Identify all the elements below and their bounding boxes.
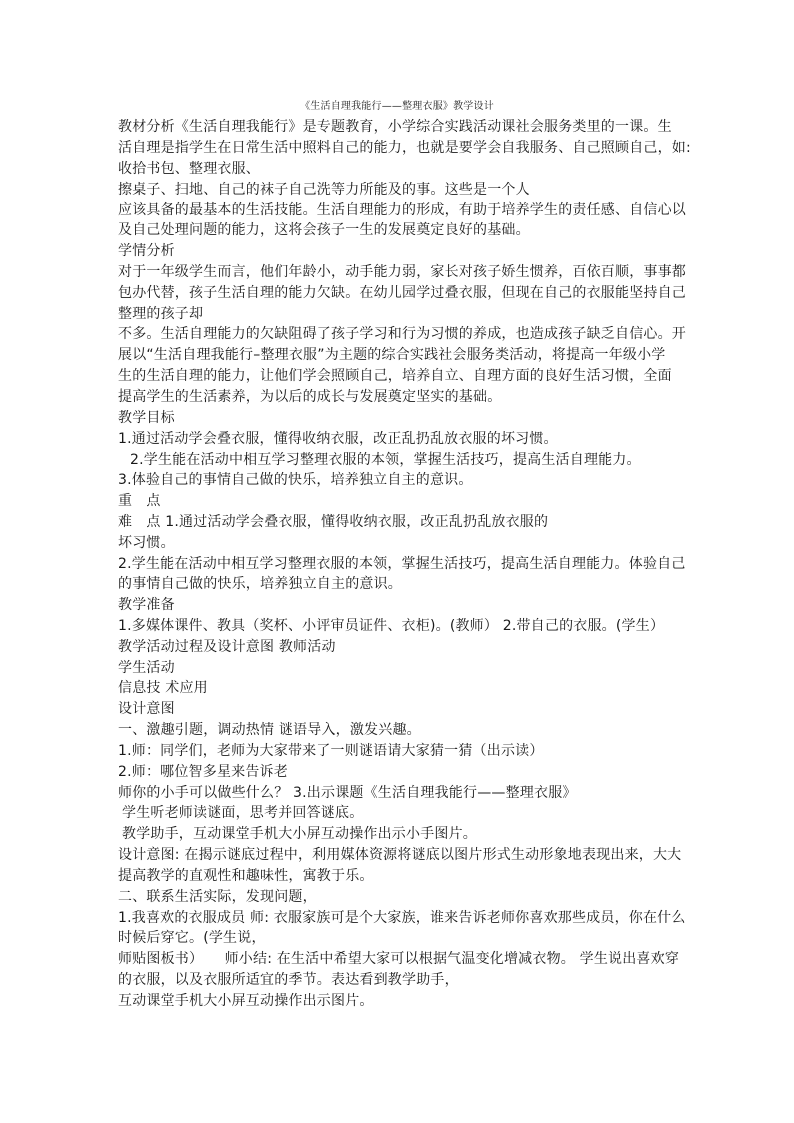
text-line: 2.学生能在活动中相互学习整理衣服的本领，掌握生活技巧，提高生活自理能力。体验自己 (118, 556, 686, 572)
text-line: 擦桌子、扫地、自己的袜子自己洗等力所能及的事。这些是一个人 (118, 182, 530, 198)
text-line: 对于一年级学生而言，他们年龄小，动手能力弱，家长对孩子娇生惯养，百依百顺，事事都 (118, 264, 686, 280)
text-line: 教学活动过程及设计意图 教师活动 (118, 639, 336, 655)
text-line: 设计意图 (118, 701, 175, 717)
section-heading: 教学准备 (118, 597, 175, 613)
text-line: 展以“生活自理我能行–整理衣服”为主题的综合实践社会服务类活动，将提高一年级小学 (118, 347, 666, 363)
section-heading: 学情分析 (118, 243, 175, 259)
section-heading: 重 点 (118, 493, 161, 509)
text-line: 时候后穿它。(学生说， (118, 930, 266, 946)
text-line: 设计意图: 在揭示谜底过程中，利用媒体资源将谜底以图片形式生动形象地表现出来，大大 (118, 847, 682, 863)
text-line: 学生活动 (118, 660, 175, 676)
text-line: 不多。生活自理能力的欠缺阻碍了孩子学习和行为习惯的养成，也造成孩子缺乏自信心。开 (118, 326, 686, 342)
text-line: 难 点 1.通过活动学会叠衣服，懂得收纳衣服，改正乱扔乱放衣服的 (118, 514, 549, 530)
text-line: 应该具备的最基本的生活技能。生活自理能力的形成，有助于培养学生的责任感、自信心以 (118, 202, 686, 218)
text-line: 1.多媒体课件、教具（奖杯、小评审员证件、衣柜)。(教师） 2.带自己的衣服。(学生） (118, 618, 665, 634)
text-line: 收拾书包、整理衣服、 (118, 161, 260, 177)
text-line: 师贴图板书） 师小结: 在生活中希望大家可以根据气温变化增减衣物。 学生说出喜欢穿 (118, 951, 680, 967)
section-heading: 教学目标 (118, 410, 175, 426)
text-line: 整理的孩子却 (118, 306, 204, 322)
text-line: 2.师：哪位智多星来告诉老 (118, 764, 288, 780)
text-line: 1.通过活动学会叠衣服，懂得收纳衣服，改正乱扔乱放衣服的坏习惯。 (118, 431, 558, 447)
text-line: 的衣服，以及衣服所适宜的季节。表达看到教学助手， (118, 972, 459, 988)
text-line: 互动课堂手机大小屏互动操作出示图片。 (118, 993, 374, 1009)
text-line: 坏习惯。 (118, 535, 175, 551)
text-line: 二、联系生活实际，发现问题， (118, 889, 317, 905)
text-line: 学生听老师读谜面，思考并回答谜底。 (122, 805, 364, 821)
text-line: 活自理是指学生在日常生活中照料自己的能力，也就是要学会自我服务、自己照顾自己，如: (118, 140, 691, 156)
text-line: 提高教学的直观性和趣味性，寓教于乐。 (118, 868, 374, 884)
text-line: 教学助手，互动课堂手机大小屏互动操作出示小手图片。 (122, 826, 477, 842)
text-line: 1.师：同学们，老师为大家带来了一则谜语请大家猜一猜（出示读） (118, 743, 544, 759)
text-line: 一、激趣引题，调动热情 谜语导入，激发兴趣。 (118, 722, 421, 738)
text-line: 2.学生能在活动中相互学习整理衣服的本领，掌握生活技巧，提高生活自理能力。 (130, 452, 641, 468)
text-line: 的事情自己做的快乐，培养独立自主的意识。 (118, 576, 402, 592)
text-line: 师你的小手可以做些什么？ 3.出示课题《生活自理我能行——整理衣服》 (118, 785, 577, 801)
text-line: 提高学生的生活素养，为以后的成长与发展奠定坚实的基础。 (118, 389, 502, 405)
text-line: 1.我喜欢的衣服成员 师: 衣服家族可是个大家族，谁来告诉老师你喜欢那些成员，你在什么 (118, 910, 686, 926)
text-line: 信息技 术应用 (118, 680, 208, 696)
text-line: 教材分析《生活自理我能行》是专题教育，小学综合实践活动课社会服务类里的一课。生 (118, 119, 672, 135)
text-line: 及自己处理问题的能力，这将会孩子一生的发展奠定良好的基础。 (118, 222, 530, 238)
text-line: 包办代替，孩子生活自理的能力欠缺。在幼儿园学过叠衣服，但现在自己的衣服能坚持自己 (118, 285, 686, 301)
document-title: 《生活自理我能行——整理衣服》教学设计 (300, 101, 494, 112)
text-line: 3.体验自己的事情自己做的快乐，培养独立自主的意识。 (118, 472, 473, 488)
text-line: 生的生活自理的能力，让他们学会照顾自己，培养自立、自理方面的良好生活习惯，全面 (118, 368, 672, 384)
